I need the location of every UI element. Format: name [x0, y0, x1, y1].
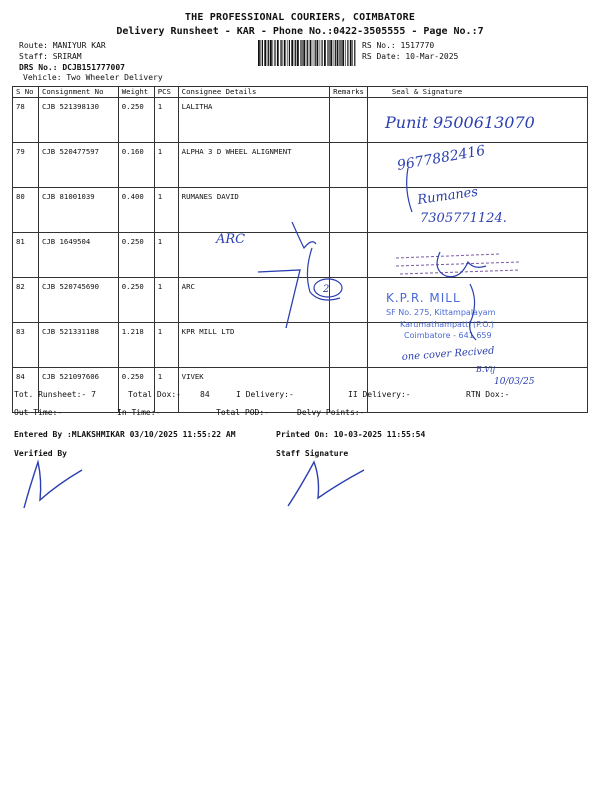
total-pod-label: Total POD:- [216, 408, 269, 417]
circled-number: 2 [323, 284, 330, 295]
cell-consignment: CJB 521097606 [38, 368, 118, 413]
col-consignee: Consignee Details [178, 87, 329, 98]
col-consignment: Consignment No [38, 87, 118, 98]
document-title: THE PROFESSIONAL COURIERS, COIMBATORE [184, 12, 416, 23]
cell-weight: 0.250 [118, 368, 154, 413]
in-time-label: In Time:- [117, 408, 161, 417]
cell-signature [367, 233, 587, 278]
cell-consignment: CJB 1649504 [38, 233, 118, 278]
cell-consignee: RUMANES DAVID [178, 188, 329, 233]
table-row [13, 143, 588, 188]
cell-pcs: 1 [154, 98, 178, 143]
staff-signature-mark [288, 462, 364, 506]
total-dox-value: 84 [200, 390, 210, 399]
runsheet-table [12, 86, 588, 413]
table-row [13, 233, 588, 278]
total-runsheet: Tot. Runsheet:- 7 [14, 390, 96, 399]
handwriting-row84-line1: one cover Recived [401, 345, 495, 363]
table-row [13, 323, 588, 368]
signature-row80-name: Rumanes [416, 184, 479, 208]
out-time-label: Out Time:- [14, 408, 63, 417]
cell-consignee [178, 233, 329, 278]
cell-weight: 0.250 [118, 233, 154, 278]
cell-pcs: 1 [154, 143, 178, 188]
cell-pcs: 1 [154, 188, 178, 233]
cell-signature [367, 323, 587, 368]
signature-row79: 9677882416 [395, 142, 487, 174]
cell-weight: 0.400 [118, 188, 154, 233]
cell-weight: 0.250 [118, 98, 154, 143]
handwriting-row81: ARC [216, 232, 246, 247]
table-row [13, 98, 588, 143]
verified-by-label: Verified By [14, 449, 67, 458]
cell-consignment: CJB 521331188 [38, 323, 118, 368]
cell-remarks [330, 323, 368, 368]
cell-remarks [330, 143, 368, 188]
cell-pcs: 1 [154, 233, 178, 278]
cell-consignee: KPR MILL LTD [178, 323, 329, 368]
table-row [13, 188, 588, 233]
cell-consignee: VIVEK [178, 368, 329, 413]
handwriting-row84-line2: B.Vij [476, 365, 496, 374]
cell-signature [367, 188, 587, 233]
rtn-dox-label: RTN Dox:- [466, 390, 510, 399]
cell-consignee: LALITHA [178, 98, 329, 143]
stamp-line3: Coimbatore - 641 659 [404, 331, 492, 340]
table-header-row [13, 87, 588, 98]
cell-pcs: 1 [154, 323, 178, 368]
cell-sno: 81 [13, 233, 39, 278]
cell-pcs: 1 [154, 278, 178, 323]
col-remarks: Remarks [330, 87, 368, 98]
cell-consignee: ALPHA 3 D WHEEL ALIGNMENT [178, 143, 329, 188]
cell-weight: 0.160 [118, 143, 154, 188]
cell-remarks [330, 233, 368, 278]
total-dox-label: Total Dox:- [128, 390, 181, 399]
cell-consignment: CJB 81001039 [38, 188, 118, 233]
col-pcs: PCS [154, 87, 178, 98]
signature-row80-phone: 7305771124. [420, 211, 507, 226]
document-subtitle: Delivery Runsheet - KAR - Phone No.:0422-3505555 - Page No.:7 [116, 26, 484, 37]
cell-weight: 1.218 [118, 323, 154, 368]
stamp-company: K.P.R. MILL [386, 291, 461, 305]
signature-row78: Punit 9500613070 [385, 113, 535, 132]
cell-pcs: 1 [154, 368, 178, 413]
cell-sno: 79 [13, 143, 39, 188]
cell-signature [367, 278, 587, 323]
cell-signature [367, 143, 587, 188]
col-weight: Weight [118, 87, 154, 98]
cell-remarks [330, 98, 368, 143]
barcode-image [258, 40, 356, 66]
cell-signature [367, 98, 587, 143]
delvy-points-label: Delvy Points:- [297, 408, 365, 417]
cell-remarks [330, 278, 368, 323]
col-seal-signature: Seal & Signature [367, 87, 587, 98]
stamp-line2: Karumathampatti (P.O.) [400, 320, 494, 329]
cell-sno: 82 [13, 278, 39, 323]
drs-number: DRS No.: DCJB151777007 [19, 63, 125, 72]
cell-consignee: ARC [178, 278, 329, 323]
cell-weight: 0.250 [118, 278, 154, 323]
rs-number: RS No.: 1517770 [362, 41, 435, 50]
stamp-line1: SF No. 275, Kittampalayam [386, 308, 496, 317]
staff-label: Staff: SRIRAM [19, 52, 82, 61]
staff-signature-label: Staff Signature [276, 449, 349, 458]
cell-sno: 80 [13, 188, 39, 233]
table-row [13, 278, 588, 323]
cell-sno: 84 [13, 368, 39, 413]
verified-by-signature [24, 462, 82, 508]
vehicle-label: Vehicle: Two Wheeler Delivery [23, 73, 163, 82]
cell-sno: 83 [13, 323, 39, 368]
i-delivery-label: I Delivery:- [236, 390, 294, 399]
rs-date: RS Date: 10-Mar-2025 [362, 52, 459, 61]
cell-remarks [330, 188, 368, 233]
route-label: Route: MANIYUR KAR [19, 41, 106, 50]
cell-sno: 78 [13, 98, 39, 143]
cell-consignment: CJB 520745690 [38, 278, 118, 323]
entered-by: Entered By :MLAKSHMIKAR 03/10/2025 11:55:22 AM [14, 430, 236, 439]
handwriting-row84-date: 10/03/25 [494, 377, 535, 387]
ii-delivery-label: II Delivery:- [348, 390, 411, 399]
col-sno: S No [13, 87, 39, 98]
cell-consignment: CJB 520477597 [38, 143, 118, 188]
printed-on: Printed On: 10-03-2025 11:55:54 [276, 430, 426, 439]
cell-consignment: CJB 521398130 [38, 98, 118, 143]
